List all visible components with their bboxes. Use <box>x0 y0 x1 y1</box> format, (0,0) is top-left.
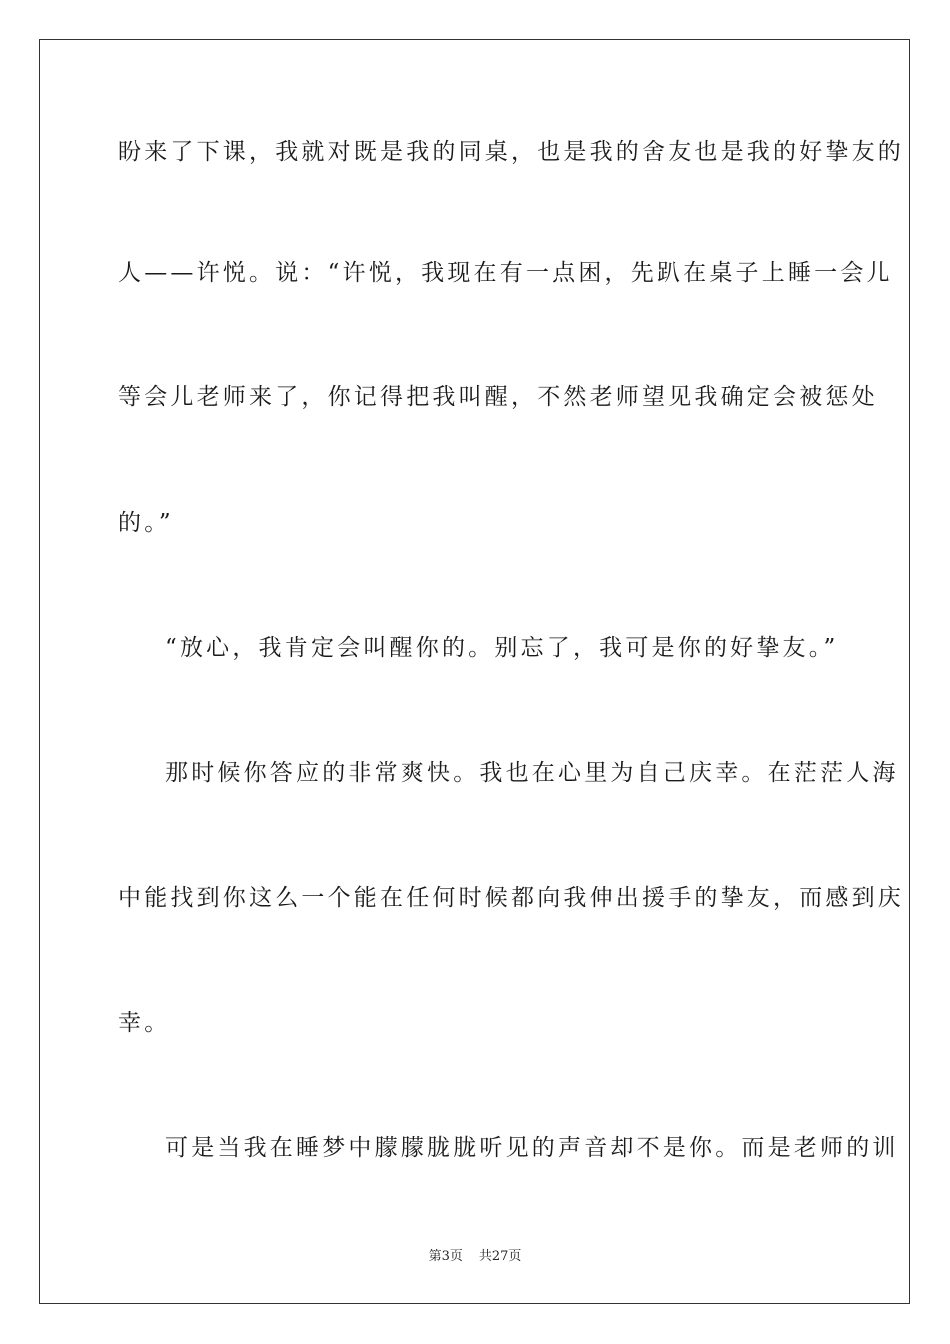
text-line-7: 中能找到你这么一个能在任何时候都向我伸出援手的挚友，而感到庆 <box>118 885 904 911</box>
text-line-1: 盼来了下课，我就对既是我的同桌，也是我的舍友也是我的好挚友的 <box>118 139 904 165</box>
page-footer <box>0 1248 950 1266</box>
page-number: 第3页 <box>428 1249 463 1264</box>
text-line-9: 可是当我在睡梦中朦朦胧胧听见的声音却不是你。而是老师的训 <box>165 1135 899 1161</box>
text-line-5: “放心，我肯定会叫醒你的。别忘了，我可是你的好挚友。” <box>165 635 839 661</box>
text-line-2: 人——许悦。说：“许悦，我现在有一点困，先趴在桌子上睡一会儿 <box>118 260 893 286</box>
text-line-4: 的。” <box>118 510 174 536</box>
page-border <box>39 39 910 1304</box>
page-total: 共27页 <box>478 1249 522 1264</box>
text-line-3: 等会儿老师来了，你记得把我叫醒，不然老师望见我确定会被惩处 <box>118 384 878 410</box>
text-line-8: 幸。 <box>118 1010 171 1036</box>
text-line-6: 那时候你答应的非常爽快。我也在心里为自己庆幸。在茫茫人海 <box>165 760 899 786</box>
